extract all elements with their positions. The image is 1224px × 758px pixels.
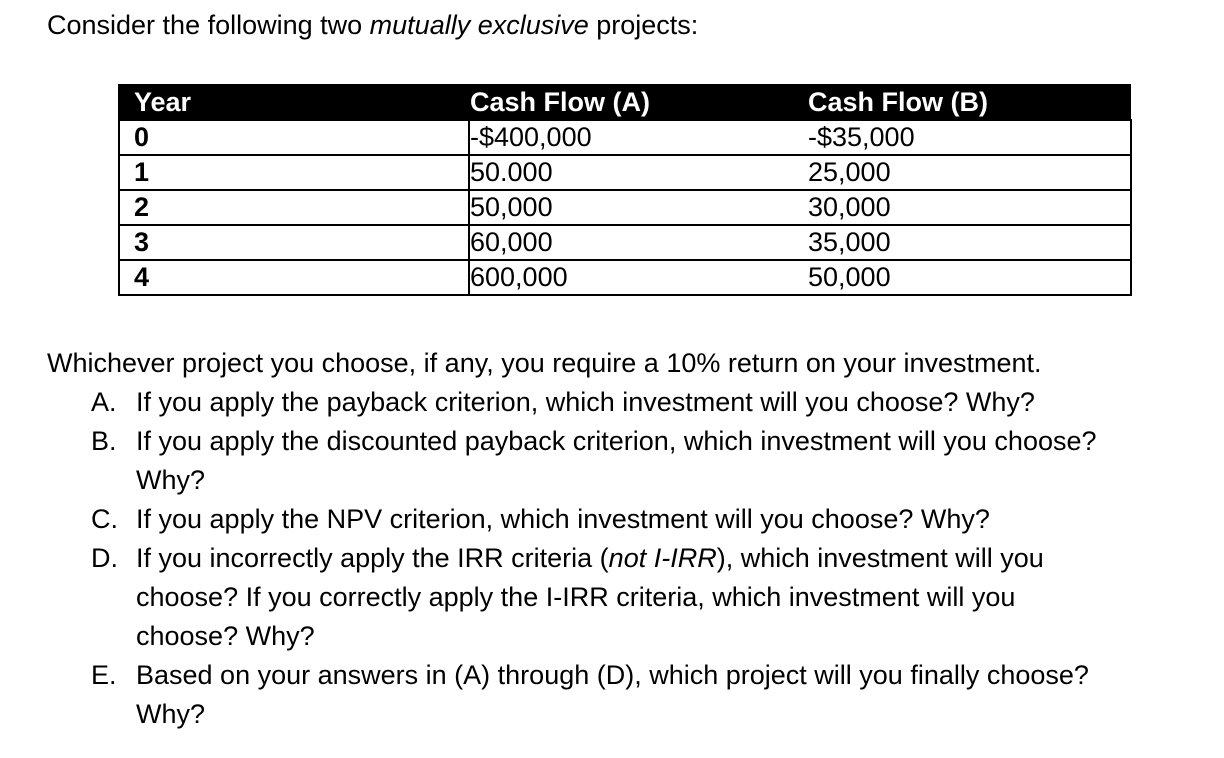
cash-flow-b-cell: -$35,000	[808, 120, 1131, 155]
question-list	[47, 383, 1217, 734]
table-row	[119, 155, 1131, 190]
intro-sentence	[47, 8, 698, 42]
question-line: Why?	[136, 465, 206, 495]
cash-flow-b-cell: 25,000	[808, 155, 1131, 190]
year-cell: 0	[119, 120, 469, 155]
question-letter: E.	[91, 660, 117, 690]
question-b	[47, 422, 1217, 500]
header-cash-flow-a: Cash Flow (A)	[469, 85, 808, 120]
year-cell: 2	[119, 190, 469, 225]
cash-flow-b-cell: 50,000	[808, 260, 1131, 295]
table-header-row	[119, 85, 1131, 120]
year-cell: 1	[119, 155, 469, 190]
cash-flow-a-cell: 50,000	[469, 190, 808, 225]
question-d-prefix: If you incorrectly apply the IRR criteria (	[136, 543, 609, 573]
table-row	[119, 225, 1131, 260]
question-line: If you apply the NPV criterion, which investment will you choose? Why?	[136, 504, 990, 534]
cash-flow-a-cell: -$400,000	[469, 120, 808, 155]
cash-flow-b-cell: 30,000	[808, 190, 1131, 225]
question-line: If you apply the discounted payback criterion, which investment will you choose?	[136, 426, 1097, 456]
question-line: choose? If you correctly apply the I-IRR criteria, which investment will you	[136, 582, 1016, 612]
question-letter: B.	[91, 426, 117, 456]
cash-flow-b-cell: 35,000	[808, 225, 1131, 260]
cash-flow-a-cell: 50.000	[469, 155, 808, 190]
question-line: If you apply the payback criterion, which investment will you choose? Why?	[136, 387, 1035, 417]
requirement-sentence: Whichever project you choose, if any, you require a 10% return on your investment.	[47, 348, 1042, 378]
question-letter: A.	[91, 387, 117, 417]
question-line: Based on your answers in (A) through (D), which project will you finally choose?	[136, 660, 1089, 690]
question-letter: D.	[91, 543, 118, 573]
question-line: Why?	[136, 699, 206, 729]
question-e	[47, 656, 1217, 734]
intro-suffix: projects:	[588, 10, 699, 40]
question-line	[136, 539, 1217, 578]
question-d	[47, 539, 1217, 656]
cash-flow-a-cell: 600,000	[469, 260, 808, 295]
intro-emphasis: mutually exclusive	[369, 10, 589, 40]
intro-prefix: Consider the following two	[47, 10, 370, 40]
question-d-suffix: ), which investment will you	[716, 543, 1044, 573]
question-a	[47, 383, 1217, 422]
question-line: choose? Why?	[136, 621, 315, 651]
question-d-emphasis: not I-IRR	[608, 543, 717, 573]
question-letter: C.	[91, 504, 118, 534]
year-cell: 3	[119, 225, 469, 260]
cash-flow-table	[118, 84, 1132, 296]
year-cell: 4	[119, 260, 469, 295]
question-c	[47, 500, 1217, 539]
cash-flow-a-cell: 60,000	[469, 225, 808, 260]
table-row	[119, 190, 1131, 225]
question-block	[47, 344, 1217, 734]
header-year: Year	[119, 85, 469, 120]
table-row	[119, 120, 1131, 155]
table-row	[119, 260, 1131, 295]
header-cash-flow-b: Cash Flow (B)	[808, 85, 1131, 120]
